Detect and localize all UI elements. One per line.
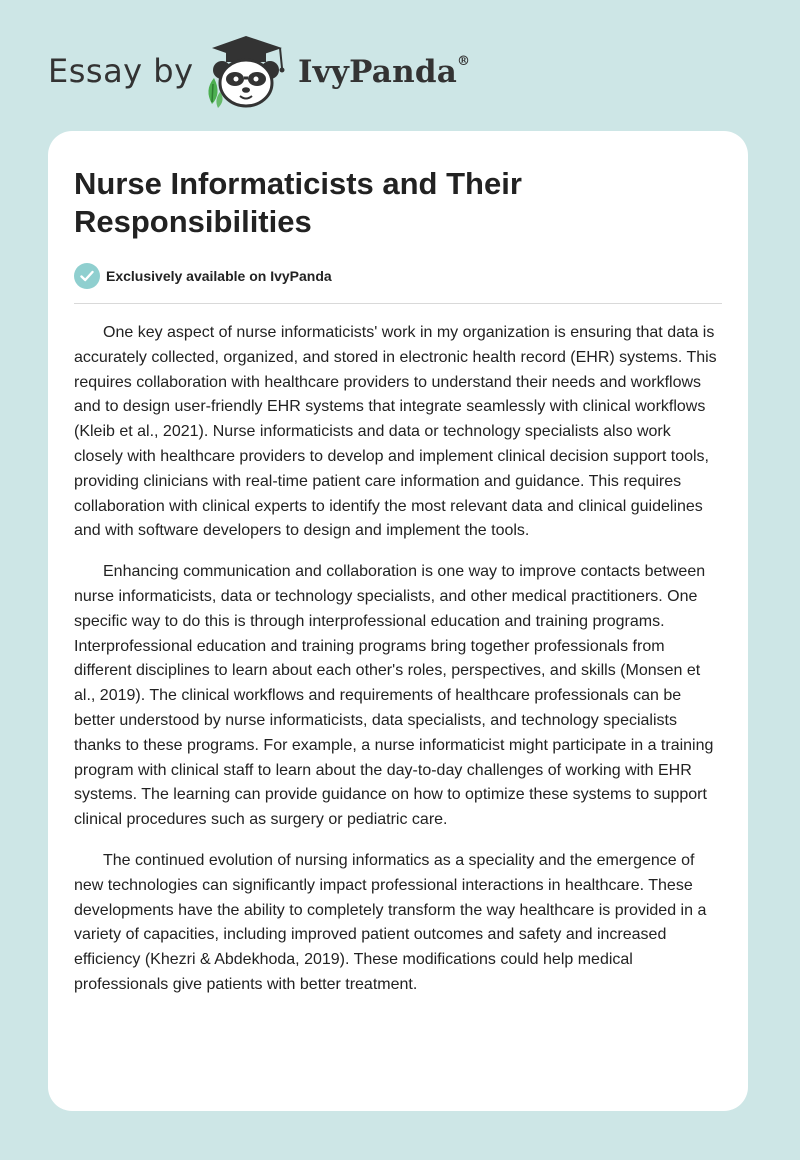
- check-icon: [74, 263, 100, 289]
- registered-mark: ®: [457, 53, 471, 69]
- panda-graduate-logo-icon[interactable]: [200, 34, 296, 110]
- exclusive-badge: [74, 262, 332, 290]
- divider: [74, 303, 722, 304]
- essay-by-label: Essay by: [48, 52, 194, 90]
- paragraph: The continued evolution of nursing informatics as a speciality and the emergence of new technologies can significantly impact professional interactions in healthcare. These developments have the ability to completely transform the way healthcare is provided in a variety of capacities, including improved patient outcomes and safety and increased efficiency (Khezri & Abdekhoda, 2019). These modifications could help medical professionals give patients with better treatment.: [74, 851, 707, 993]
- page-title: Nurse Informaticists and Their Responsibilities: [74, 166, 522, 239]
- exclusive-badge-text: Exclusively available on IvyPanda: [106, 268, 332, 284]
- brand-name-text: IvyPanda: [298, 54, 457, 90]
- paragraph: Enhancing communication and collaboration is one way to improve contacts between nurse informaticists, data or technology specialists, and other medical practitioners. One specific way to do this is through interprofessional education and training programs. Interprofessional education and training programs bring together professionals from different disciplines to learn about each other's roles, perspectives, and skills (Monsen et al., 2019). The clinical workflows and requirements of healthcare professionals can be better understood by nurse informaticists, data specialists, and technology specialists thanks to these programs. For example, a nurse informaticist might participate in a training program with clinical staff to learn about the day-to-day challenges of working with EHR systems. The learning can provide guidance on how to optimize these systems to support clinical procedures such as surgery or pediatric care.: [74, 563, 714, 829]
- site-header: [0, 0, 800, 130]
- article-card: [48, 131, 748, 1111]
- article-body: [74, 321, 724, 1014]
- paragraph: One key aspect of nurse informaticists' work in my organization is ensuring that data is accurately collected, organized, and stored in electronic health record (EHR) systems. This requires collaboration with healthcare providers to understand their needs and workflows and to design user-friendly EHR systems that integrate seamlessly with clinical workflows (Kleib et al., 2021). Nurse informaticists and data or technology specialists also work closely with healthcare providers to develop and implement clinical decision support tools, providing clinicians with real-time patient care information and guidance. This requires collaboration with clinical experts to identify the most relevant data and clinical guidelines and with software developers to design and implement the tools.: [74, 324, 717, 540]
- brand-name[interactable]: [298, 54, 470, 90]
